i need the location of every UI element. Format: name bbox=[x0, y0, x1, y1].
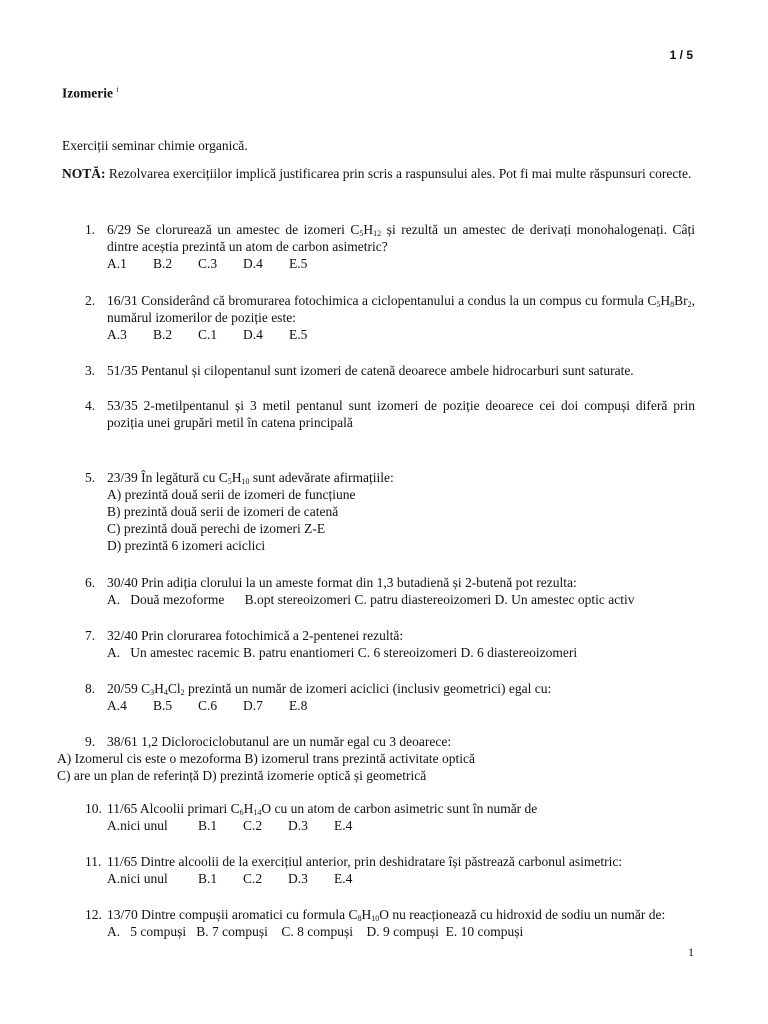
question-text: 32/40 Prin clorurarea fotochimică a 2-pentenei rezultă: bbox=[107, 628, 404, 643]
question-text: 23/39 În legătură cu C bbox=[107, 470, 228, 485]
question-4 bbox=[85, 397, 695, 431]
question-text: H bbox=[243, 801, 254, 816]
subscript: 6 bbox=[239, 808, 244, 817]
option: C.2 bbox=[243, 818, 263, 833]
option: C.3 bbox=[198, 256, 218, 271]
question-number: 5. bbox=[85, 470, 96, 485]
list-item: A) prezintă două serii de izomeri de funcțiune bbox=[107, 487, 356, 502]
question-number: 8. bbox=[85, 681, 96, 696]
option: C.2 bbox=[243, 871, 263, 886]
question-body bbox=[107, 906, 695, 940]
answer-line: A. Două mezoforme B.opt stereoizomeri C. patru diastereoizomeri D. Un amestec optic activ bbox=[107, 592, 635, 607]
title-footnote-mark: i bbox=[116, 85, 119, 94]
option: D.7 bbox=[243, 698, 263, 713]
subscript: 14 bbox=[253, 808, 262, 817]
question-6 bbox=[85, 574, 695, 608]
answer-options bbox=[107, 817, 695, 834]
subscript: 5 bbox=[656, 300, 661, 309]
option: C.6 bbox=[198, 698, 218, 713]
question-text: 11/65 Alcoolii primari C bbox=[107, 801, 240, 816]
option: B.2 bbox=[153, 256, 173, 271]
page-counter: 1 / 5 bbox=[669, 48, 693, 62]
page-number: 1 bbox=[688, 945, 694, 959]
answer-line: A. 5 compuși B. 7 compuși C. 8 compuși D. 9 compuși E. 10 compuși bbox=[107, 924, 524, 939]
intro-text: Exerciții seminar chimie organică. bbox=[62, 138, 248, 153]
question-text: O cu un atom de carbon asimetric sunt în număr de bbox=[261, 801, 538, 816]
option: A.1 bbox=[107, 256, 127, 271]
note-text: Rezolvarea exercițiilor implică justificarea prin scris a raspunsului ales. Pot fi mai multe răspunsuri corecte. bbox=[105, 166, 692, 181]
question-11 bbox=[85, 853, 695, 887]
question-1 bbox=[85, 221, 695, 272]
question-2 bbox=[85, 292, 695, 343]
question-number: 2. bbox=[85, 293, 96, 308]
option: A.3 bbox=[107, 327, 127, 342]
option: B.2 bbox=[153, 327, 173, 342]
list-item: C) prezintă două perechi de izomeri Z-E bbox=[107, 521, 326, 536]
option: A.4 bbox=[107, 698, 127, 713]
question-text: H bbox=[361, 907, 372, 922]
option: B.1 bbox=[198, 818, 218, 833]
question-number: 11. bbox=[85, 854, 102, 869]
question-body bbox=[107, 680, 695, 714]
question-text: O nu reacționează cu hidroxid de sodiu un număr de: bbox=[379, 907, 666, 922]
subscript: 2 bbox=[687, 300, 692, 309]
option: E.4 bbox=[334, 871, 353, 886]
question-number: 9. bbox=[85, 734, 96, 749]
question-body bbox=[107, 800, 695, 834]
question-text: , numărul izomerilor de poziție este: bbox=[107, 293, 695, 325]
answer-options bbox=[107, 255, 695, 272]
option: E.5 bbox=[289, 327, 308, 342]
list-item: D) prezintă 6 izomeri aciclici bbox=[107, 538, 266, 553]
subscript: 5 bbox=[227, 477, 232, 486]
answer-line: C) are un plan de referință D) prezintă izomerie optică și geometrică bbox=[57, 768, 427, 783]
question-body bbox=[107, 574, 695, 608]
question-text: Br bbox=[674, 293, 688, 308]
option: D.4 bbox=[243, 327, 263, 342]
option: E.4 bbox=[334, 818, 353, 833]
note-label: NOTĂ: bbox=[62, 166, 106, 181]
question-number: 6. bbox=[85, 575, 96, 590]
question-text: 51/35 Pentanul și cilopentanul sunt izomeri de catenă deoarece ambele hidrocarburi sunt saturate. bbox=[107, 363, 634, 378]
option: B.1 bbox=[198, 871, 218, 886]
answer-line: A. Un amestec racemic B. patru enantiomeri C. 6 stereoizomeri D. 6 diastereoizomeri bbox=[107, 645, 578, 660]
question-text: 53/35 2-metilpentanul și 3 metil pentanul sunt izomeri de poziție deoarece cei doi compuși diferă prin poziția unei grupări metil în catena principală bbox=[107, 398, 695, 430]
subscript: 2 bbox=[180, 688, 185, 697]
title-text: Izomerie bbox=[62, 85, 113, 101]
question-9 bbox=[85, 733, 695, 750]
question-text: și rezultă un amestec de derivați monohalogenați. Câți dintre aceștia prezintă un atom de carbon asimetric? bbox=[107, 222, 695, 254]
subscript: 5 bbox=[359, 229, 364, 238]
question-10 bbox=[85, 800, 695, 834]
question-text: sunt adevărate afirmațiile: bbox=[249, 470, 394, 485]
subscript: 12 bbox=[373, 229, 382, 238]
question-text: 38/61 1,2 Diclorociclobutanul are un număr egal cu 3 deoarece: bbox=[107, 734, 452, 749]
subscript: 4 bbox=[163, 688, 168, 697]
question-body bbox=[107, 469, 695, 554]
question-body bbox=[107, 853, 695, 887]
question-number: 7. bbox=[85, 628, 96, 643]
question-text: Cl bbox=[167, 681, 181, 696]
answer-options bbox=[107, 697, 695, 714]
question-5 bbox=[85, 469, 695, 554]
question-body bbox=[107, 292, 695, 343]
question-text: 11/65 Dintre alcoolii de la exercițiul anterior, prin deshidratare își păstrează carbonul asimetric: bbox=[107, 854, 623, 869]
question-text: 30/40 Prin adiția clorului la un ameste format din 1,3 butadienă și 2-butenă pot rezulta: bbox=[107, 575, 577, 590]
question-9-answers bbox=[57, 750, 697, 784]
subscript: 8 bbox=[670, 300, 675, 309]
option: E.5 bbox=[289, 256, 308, 271]
answer-options bbox=[107, 326, 695, 343]
question-number: 12. bbox=[85, 907, 102, 922]
question-body bbox=[107, 627, 695, 661]
question-number: 3. bbox=[85, 363, 96, 378]
note-paragraph bbox=[62, 165, 712, 182]
option: B.5 bbox=[153, 698, 173, 713]
question-number: 1. bbox=[85, 222, 96, 237]
question-text: 6/29 Se clorurează un amestec de izomeri C bbox=[107, 222, 360, 237]
option: E.8 bbox=[289, 698, 308, 713]
question-text: 16/31 Considerând că bromurarea fotochimica a ciclopentanului a condus la un compus cu formula C bbox=[107, 293, 657, 308]
answer-line: A) Izomerul cis este o mezoforma B) izomerul trans prezintă activitate optică bbox=[57, 751, 475, 766]
option: A.nici unul bbox=[107, 871, 168, 886]
question-text: H bbox=[363, 222, 374, 237]
question-number: 4. bbox=[85, 398, 96, 413]
question-text: prezintă un număr de izomeri aciclici (inclusiv geometrici) egal cu: bbox=[184, 681, 552, 696]
question-12 bbox=[85, 906, 695, 940]
question-text: H bbox=[660, 293, 671, 308]
question-text: 13/70 Dintre compușii aromatici cu formula C bbox=[107, 907, 358, 922]
question-text: H bbox=[154, 681, 164, 696]
question-number: 10. bbox=[85, 801, 102, 816]
subscript: 10 bbox=[241, 477, 250, 486]
question-body bbox=[107, 221, 695, 272]
subscript: 3 bbox=[150, 688, 155, 697]
answer-options bbox=[107, 870, 695, 887]
option: D.3 bbox=[288, 871, 308, 886]
option: D.3 bbox=[288, 818, 308, 833]
option: D.4 bbox=[243, 256, 263, 271]
question-text: 20/59 C bbox=[107, 681, 151, 696]
question-3 bbox=[85, 362, 695, 379]
subscript: 10 bbox=[371, 914, 380, 923]
question-8 bbox=[85, 680, 695, 714]
question-7 bbox=[85, 627, 695, 661]
list-item: B) prezintă două serii de izomeri de catenă bbox=[107, 504, 339, 519]
page-title bbox=[62, 81, 119, 102]
subscript: 8 bbox=[357, 914, 362, 923]
question-text: H bbox=[231, 470, 242, 485]
option: C.1 bbox=[198, 327, 218, 342]
option: A.nici unul bbox=[107, 818, 168, 833]
